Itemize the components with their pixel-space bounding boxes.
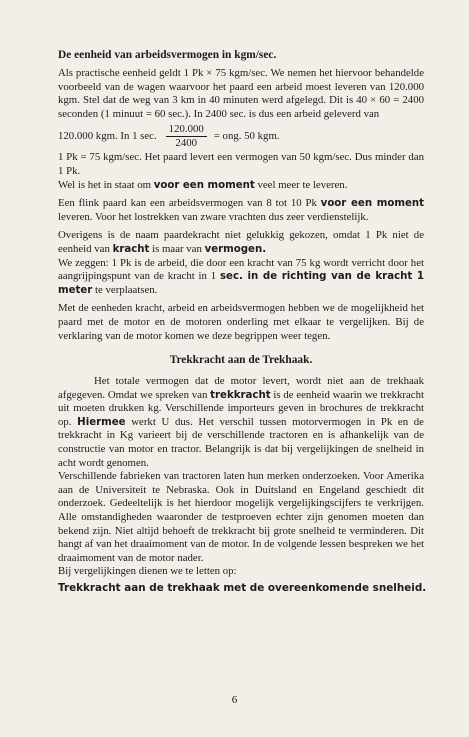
text-run: Een flink paard kan een arbeidsvermogen van 8 tot 10 Pk	[58, 197, 321, 210]
text-run: leveren. Voor het lostrekken van zware vrachten dus zeer verdienstelijk.	[58, 210, 369, 223]
paragraph-eenheid-intro: Als practische eenheid geldt 1 Pk × 75 kgm/sec. We nemen het hiervoor behandelde voorbeeld van de wagen waarvoor het paard een arbeid moest leveren van 120.000 kgm. Stel dat de weg van 3 km in 40 minuten werd afgelegd. Dit is 40 × 60 = 2400 seconden (1 minuut = 60 sec.). In 2400 sec. is dus een arbeid geleverd van	[58, 67, 424, 120]
text-run: werkt U dus. Het verschil tussen motorvermogen in Pk en de trekkracht in Kg varieert bij de verschillende tractoren en is afhankelijk van de constructie van motor en tractor. Belangrijk is dat bij vergelijkingen de snelheid in acht wordt genomen.	[58, 415, 424, 469]
page-content	[58, 48, 427, 595]
paragraph-pk-definitie	[58, 257, 424, 298]
emphasis-voor-een-moment: voor een moment	[320, 198, 424, 210]
paragraph-moment	[58, 179, 424, 193]
formula-prefix: 120.000 kgm. In 1 sec.	[58, 130, 157, 143]
conclusion-line: Trekkracht aan de trekhaak met de overeenkomende snelheid.	[58, 582, 427, 594]
emphasis-voor-een-moment: voor een moment	[153, 179, 255, 191]
fraction-denominator: 2400	[175, 137, 198, 150]
paragraph-eenheden-vergelijken: Met de eenheden kracht, arbeid en arbeidsvermogen hebben we de mogelijkheid het paard met de motor en de motoren onderling met elkaar te vergelijken. Bij de verklaring van de motor komen we deze begrippen weer tegen.	[58, 302, 424, 342]
fraction	[166, 123, 207, 150]
emphasis-kracht: kracht	[112, 243, 150, 255]
paragraph-paardekracht-naam	[58, 229, 424, 256]
paragraph-flink-paard	[58, 197, 424, 224]
text-run: We zeggen: 1 Pk is de arbeid, die door een kracht van 75 kg wordt verricht door het aangrijpingspunt van de kracht in 1	[58, 256, 424, 283]
page-number: 6	[231, 694, 238, 706]
emphasis-hiermee: Hiermee	[77, 416, 126, 428]
text-run: is de eenheid waarin we trekkracht uit moeten drukken kg. Verschillende importeurs geven in brochures de trekkracht op.	[58, 388, 425, 428]
section-title-trekkracht: Trekkracht aan de Trekhaak.	[169, 354, 313, 367]
emphasis-vermogen: vermogen.	[204, 243, 267, 255]
formula-line	[58, 123, 424, 150]
formula-result: = ong. 50 kgm.	[213, 130, 280, 143]
text-run: is maar van	[149, 242, 205, 255]
text-run: Overigens is de naam paardekracht niet gelukkig gekozen, omdat 1 Pk niet de eenheid van	[58, 229, 424, 255]
paragraph-vergelijkingen: Bij vergelijkingen dienen we te letten op:	[58, 565, 237, 578]
fraction-numerator: 120.000	[166, 123, 207, 137]
emphasis-richting-kracht: sec. in de richting van de kracht 1 meter	[58, 271, 424, 296]
paragraph-paard-vermogen: 1 Pk = 75 kgm/sec. Het paard levert een vermogen van 50 kgm/sec. Dus minder dan 1 Pk.	[58, 151, 424, 177]
text-run: veel meer te leveren.	[254, 178, 348, 191]
paragraph-fabrieken-onderzoek: Verschillende fabrieken van tractoren laten hun merken onderzoeken. Voor Amerika aan de Universiteit te Nebraska. Ook in Duitsland en Engeland geschiedt dit onderzoek. Gedeeltelijk is het hierdoor mogelijk vergelijkingscijfers te verkrijgen. Alle omstandigheden waaronder de testproeven echter zijn genomen moeten dan bekend zijn. Niet altijd behoeft de trekkracht bij grote snelheid te verminderen. Dit hangt af van het draaimoment van de motor. In de volgende lessen bespreken we het draaimoment van de motor nader.	[58, 470, 424, 564]
text-run: Wel is het in staat om	[58, 178, 154, 191]
text-run: te verplaatsen.	[92, 283, 158, 296]
emphasis-trekkracht: trekkracht	[210, 389, 271, 401]
section-title-arbeidsvermogen: De eenheid van arbeidsvermogen in kgm/sec.	[58, 49, 277, 61]
paragraph-totale-vermogen	[58, 375, 424, 470]
text-run: Het totale vermogen dat de motor levert, wordt niet aan de trekhaak afgegeven. Omdat we spreken van	[58, 375, 424, 401]
